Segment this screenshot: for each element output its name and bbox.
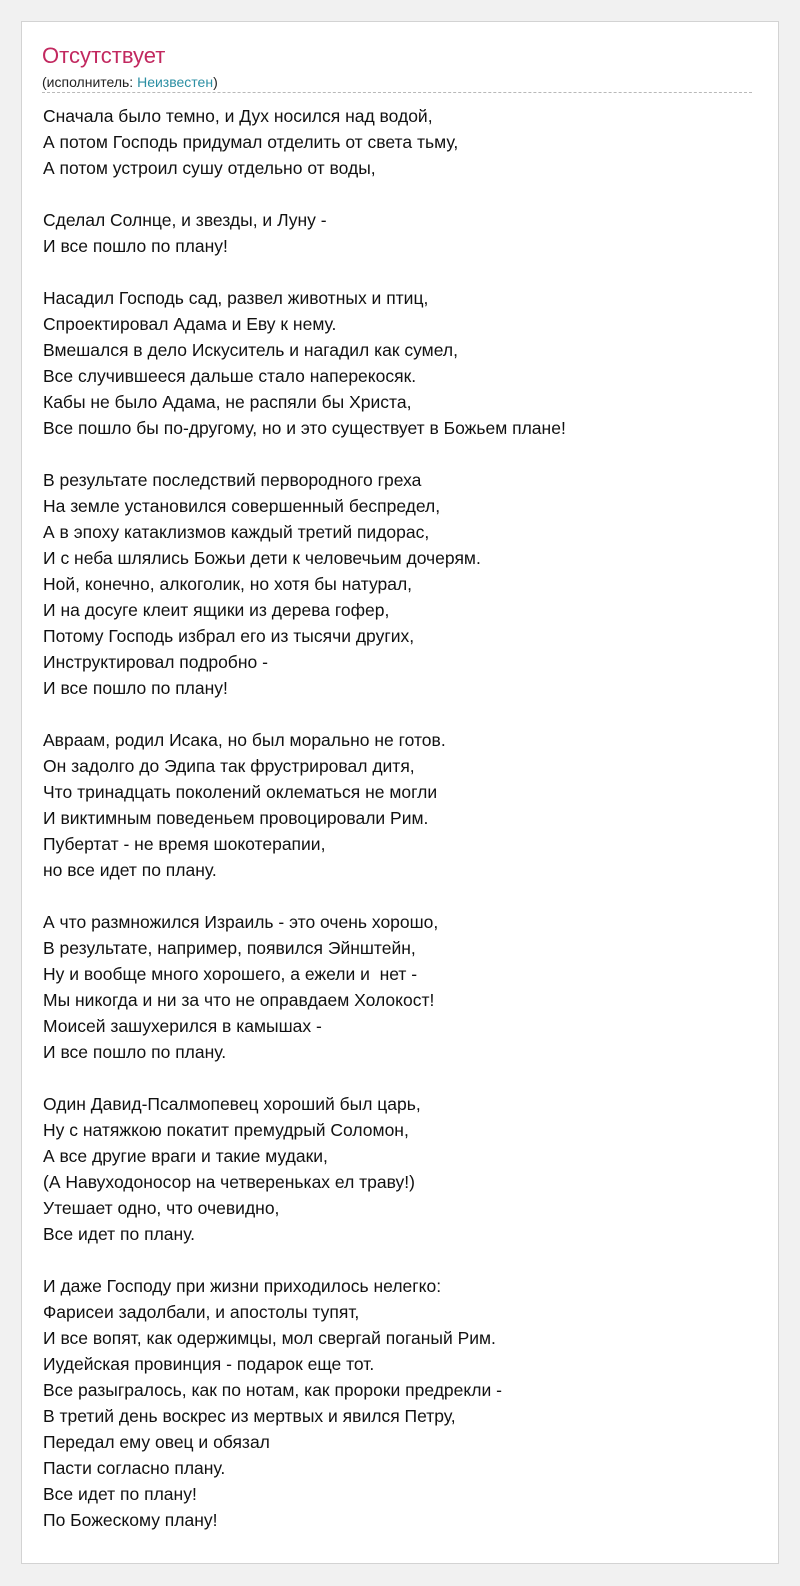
lyrics-line: И на досуге клеит ящики из дерева гофер, bbox=[43, 600, 390, 620]
lyrics-line: И все пошло по плану. bbox=[43, 1042, 227, 1062]
lyrics-line: Утешает одно, что очевидно, bbox=[43, 1198, 280, 1218]
lyrics-stanza bbox=[43, 285, 763, 441]
lyrics-card bbox=[21, 21, 779, 1564]
lyrics-line: А потом устроил сушу отдельно от воды, bbox=[43, 158, 376, 178]
lyrics-line: Иудейская провинция - подарок еще тот. bbox=[43, 1354, 375, 1374]
lyrics-line: А все другие враги и такие мудаки, bbox=[43, 1146, 328, 1166]
lyrics-line: Спроектировал Адама и Еву к нему. bbox=[43, 314, 337, 334]
lyrics-stanza bbox=[43, 727, 763, 883]
lyrics-line: Ну с натяжкою покатит премудрый Соломон, bbox=[43, 1120, 409, 1140]
lyrics-line: (А Навуходоносор на четвереньках ел траву!) bbox=[43, 1172, 415, 1192]
lyrics-line: Что тринадцать поколений оклематься не могли bbox=[43, 782, 438, 802]
lyrics-text bbox=[43, 103, 763, 1559]
header-divider bbox=[42, 92, 752, 93]
lyrics-line: Ну и вообще много хорошего, а ежели и нет - bbox=[43, 964, 418, 984]
lyrics-line: Передал ему овец и обязал bbox=[43, 1432, 270, 1452]
lyrics-line: Кабы не было Адама, не распяли бы Христа, bbox=[43, 392, 412, 412]
lyrics-line: Все пошло бы по-другому, но и это существует в Божьем плане! bbox=[43, 418, 566, 438]
lyrics-line: А в эпоху катаклизмов каждый третий пидорас, bbox=[43, 522, 430, 542]
lyrics-stanza bbox=[43, 1273, 763, 1533]
lyrics-line: Мы никогда и ни за что не оправдаем Холокост! bbox=[43, 990, 435, 1010]
lyrics-line: Насадил Господь сад, развел животных и птиц, bbox=[43, 288, 429, 308]
song-title: Отсутствует bbox=[42, 43, 166, 68]
lyrics-line: Он задолго до Эдипа так фрустрировал дитя, bbox=[43, 756, 415, 776]
lyrics-stanza bbox=[43, 207, 763, 259]
lyrics-line: А что размножился Израиль - это очень хорошо, bbox=[43, 912, 439, 932]
lyrics-line: И виктимным поведеньем провоцировали Рим. bbox=[43, 808, 429, 828]
lyrics-line: И с неба шлялись Божьи дети к человечьим дочерям. bbox=[43, 548, 481, 568]
lyrics-line: Пубертат - не время шокотерапии, bbox=[43, 834, 326, 854]
lyrics-line: И все пошло по плану! bbox=[43, 236, 228, 256]
lyrics-line: Все идет по плану. bbox=[43, 1224, 196, 1244]
lyrics-line: А потом Господь придумал отделить от света тьму, bbox=[43, 132, 459, 152]
lyrics-line: Моисей зашухерился в камышах - bbox=[43, 1016, 322, 1036]
lyrics-line: В третий день воскрес из мертвых и явился Петру, bbox=[43, 1406, 456, 1426]
lyrics-line: На земле установился совершенный беспредел, bbox=[43, 496, 441, 516]
lyrics-line: Все случившееся дальше стало наперекосяк. bbox=[43, 366, 417, 386]
lyrics-line: И все пошло по плану! bbox=[43, 678, 228, 698]
artist-prefix: (исполнитель: bbox=[42, 74, 138, 90]
lyrics-stanza bbox=[43, 103, 763, 181]
artist-link[interactable]: Неизвестен bbox=[137, 74, 214, 90]
lyrics-line: Инструктировал подробно - bbox=[43, 652, 268, 672]
lyrics-stanza bbox=[43, 467, 763, 701]
lyrics-line: но все идет по плану. bbox=[43, 860, 217, 880]
lyrics-line: Пасти согласно плану. bbox=[43, 1458, 226, 1478]
artist-line bbox=[42, 73, 752, 91]
lyrics-line: Фарисеи задолбали, и апостолы тупят, bbox=[43, 1302, 360, 1322]
lyrics-line: Один Давид-Псалмопевец хороший был царь, bbox=[43, 1094, 421, 1114]
lyrics-line: Все идет по плану! bbox=[43, 1484, 197, 1504]
song-header bbox=[42, 42, 752, 91]
lyrics-stanza bbox=[43, 909, 763, 1065]
lyrics-line: И даже Господу при жизни приходилось нелегко: bbox=[43, 1276, 442, 1296]
lyrics-line: Сначала было темно, и Дух носился над водой, bbox=[43, 106, 433, 126]
lyrics-line: Ной, конечно, алкоголик, но хотя бы натурал, bbox=[43, 574, 413, 594]
lyrics-line: По Божескому плану! bbox=[43, 1510, 218, 1530]
lyrics-line: И все вопят, как одержимцы, мол свергай поганый Рим. bbox=[43, 1328, 496, 1348]
lyrics-line: В результате, например, появился Эйнштейн, bbox=[43, 938, 416, 958]
lyrics-line: Все разыгралось, как по нотам, как пророки предрекли - bbox=[43, 1380, 502, 1400]
lyrics-line: Сделал Солнце, и звезды, и Луну - bbox=[43, 210, 327, 230]
lyrics-line: Вмешался в дело Искуситель и нагадил как сумел, bbox=[43, 340, 458, 360]
lyrics-line: Потому Господь избрал его из тысячи других, bbox=[43, 626, 415, 646]
lyrics-stanza bbox=[43, 1091, 763, 1247]
lyrics-line: Авраам, родил Исака, но был морально не готов. bbox=[43, 730, 446, 750]
lyrics-line: В результате последствий первородного греха bbox=[43, 470, 422, 490]
artist-suffix: ) bbox=[213, 74, 218, 90]
